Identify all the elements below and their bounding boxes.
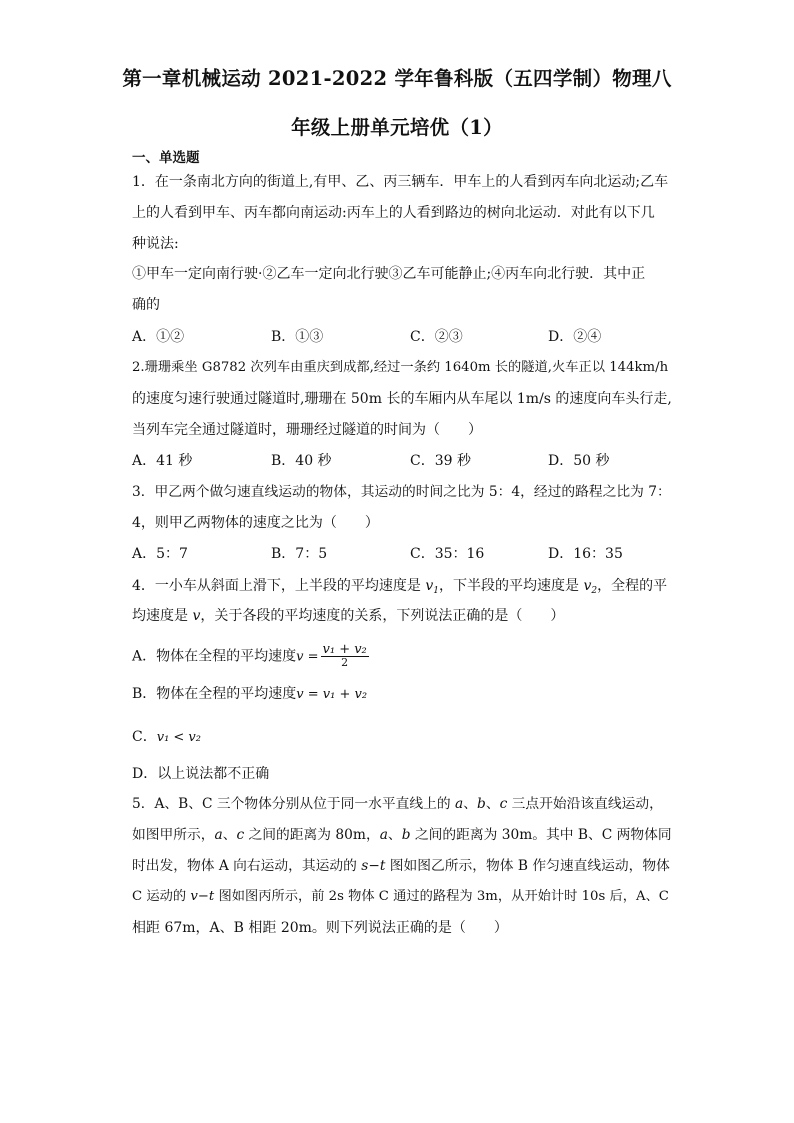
q4-line-1 <box>132 576 667 601</box>
q4-v2: $v_2$ <box>583 578 598 596</box>
q4-line-2-text-a: 均速度是 <box>132 608 193 624</box>
q4-v1: $v_1$ <box>425 578 440 596</box>
q1-line-2: 上的人看到甲车、丙车都向南运动:丙车上的人看到路边的树向北运动．对此有以下几 <box>132 205 655 221</box>
q1-option-c: C．②③ <box>410 329 463 345</box>
q4-option-a-numerator: v₁ + v₂ <box>322 642 367 657</box>
q4-line-1-text-a: 4．一小车从斜面上滑下，上半段的平均速度是 <box>132 578 426 594</box>
q3-option-b: B．7：5 <box>271 546 328 562</box>
q3-option-d: D．16：35 <box>548 546 623 562</box>
q1-line-1: 1．在一条南北方向的街道上,有甲、乙、丙三辆车．甲车上的人看到丙车向北运动;乙车 <box>132 174 669 190</box>
q1-line-3: 种说法: <box>132 236 179 252</box>
q3-line-1: 3．甲乙两个做匀速直线运动的物体，其运动的时间之比为 5：4，经过的路程之比为 7： <box>132 484 671 500</box>
q4-line-1-text-c: ，全程的平 <box>597 578 668 594</box>
q4-option-b-text: B．物体在全程的平均速度 <box>132 686 297 702</box>
q1-option-d: D．②④ <box>548 329 602 345</box>
q1-line-5: 确的 <box>132 297 160 313</box>
q3-option-a: A．5：7 <box>132 546 188 562</box>
q4-line-2 <box>132 606 564 626</box>
q5-line-5: 相距 67m，A、B 相距 20m。则下列说法正确的是（ ） <box>132 920 508 936</box>
q2-line-2: 的速度匀速行驶通过隧道时,珊珊在 50m 长的车厢内从车尾以 1m/s 的速度向车头行走, <box>132 391 672 407</box>
section-heading: 一、单选题 <box>132 150 200 166</box>
q4-option-c <box>132 727 201 748</box>
q1-option-b: B．①③ <box>271 329 324 345</box>
document-title-line-1: 第一章机械运动 2021-2022 学年鲁科版（五四学制）物理八 <box>122 67 672 90</box>
q2-option-b: B．40 秒 <box>271 453 332 469</box>
q5-line-4: C 运动的 v−t 图如图丙所示，前 2s 物体 C 通过的路程为 3m，从开始计时 10s 后，A、C <box>132 889 669 904</box>
q4-option-b <box>132 684 367 705</box>
q4-option-b-math: v = v₁ + v₂ <box>296 687 368 702</box>
q5-line-3: 时出发，物体 A 向右运动，其运动的 s−t 图如图乙所示，物体 B 作匀速直线运动，物体 <box>132 858 670 874</box>
q4-option-d: D．以上说法都不正确 <box>132 766 270 782</box>
q5-line-1: 5．A、B、C 三个物体分别从位于同一水平直线上的 a、b、c 三点开始沿该直线运动， <box>132 796 663 812</box>
document-title-line-2: 年级上册单元培优（1） <box>291 116 503 139</box>
q4-option-a <box>132 644 369 669</box>
q1-option-a: A．①② <box>132 329 185 345</box>
q2-option-c: C．39 秒 <box>410 453 471 469</box>
q2-line-3: 当列车完全通过隧道时，珊珊经过隧道的时间为（ ） <box>132 422 482 438</box>
q4-line-1-text-b: ，下半段的平均速度是 <box>439 578 584 594</box>
q4-option-a-denominator: 2 <box>341 656 349 669</box>
q4-option-a-fraction <box>321 644 369 669</box>
q5-line-2: 如图甲所示，a、c 之间的距离为 80m，a、b 之间的距离为 30m。其中 B、C 两物体同 <box>132 827 672 843</box>
q4-option-c-math: v₁ < v₂ <box>156 730 201 745</box>
q4-v: v <box>192 608 201 624</box>
q2-option-d: D．50 秒 <box>548 453 610 469</box>
q2-line-1: 2.珊珊乘坐 G8782 次列车由重庆到成都,经过一条约 1640m 长的隧道,火车正以 144km/h <box>132 360 669 375</box>
q4-option-c-text: C． <box>132 729 157 745</box>
q1-line-4: ①甲车一定向南行驶·②乙车一定向北行驶③乙车可能静止;④丙车向北行驶．其中正 <box>132 266 646 282</box>
q4-option-a-lhs: v = <box>296 649 319 665</box>
q3-option-c: C．35：16 <box>410 546 485 562</box>
q4-line-2-text-b: ，关于各段的平均速度的关系，下列说法正确的是（ ） <box>200 608 565 624</box>
q4-option-a-text: A．物体在全程的平均速度 <box>132 648 297 665</box>
q3-line-2: 4，则甲乙两物体的速度之比为（ ） <box>132 515 379 531</box>
q2-option-a: A．41 秒 <box>132 453 193 469</box>
